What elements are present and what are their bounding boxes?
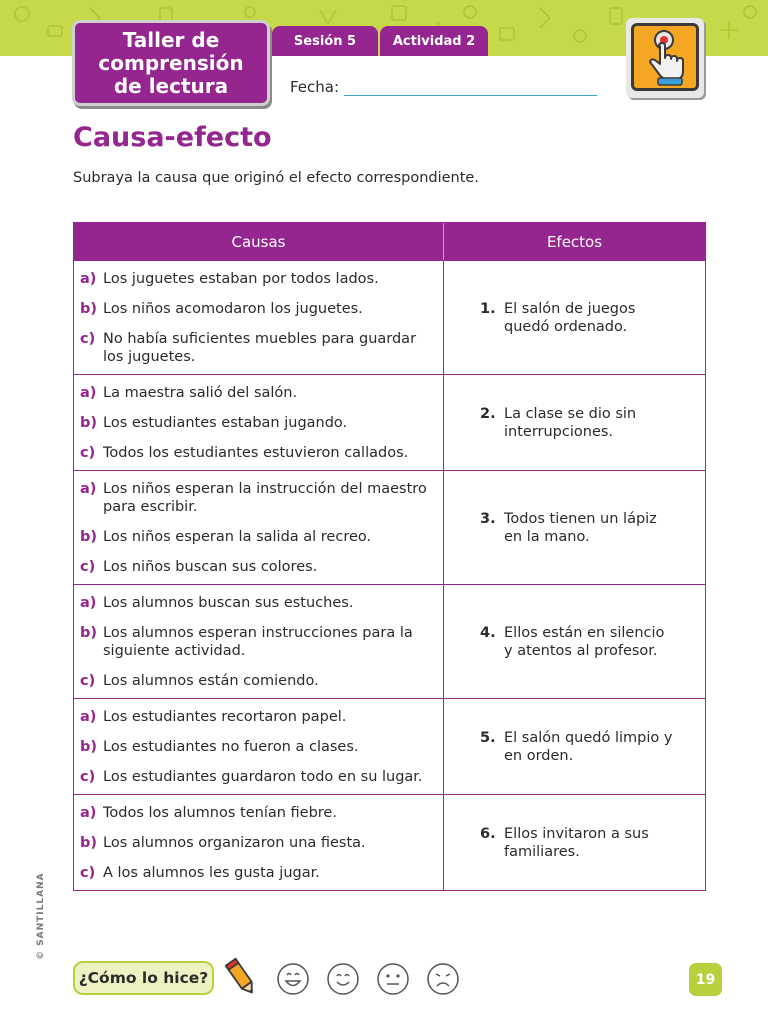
effect-number: 3. [480,510,496,527]
effect-number: 2. [480,405,496,422]
neutral-face-icon[interactable] [376,962,410,996]
cause-option[interactable] [80,444,437,462]
cause-option[interactable] [80,594,437,612]
effect-item [480,729,674,765]
hand-pointer-icon [631,23,699,91]
cause-option[interactable] [80,804,437,822]
cause-option[interactable] [80,672,437,690]
table-row [74,794,705,890]
page-title: Causa-efecto [73,122,272,153]
cause-effect-table [73,222,706,891]
effect-cell [444,795,705,890]
cause-option[interactable] [80,414,437,432]
cause-option[interactable] [80,558,437,576]
cause-option-letter: a) [80,595,97,611]
causes-cell [74,471,444,584]
cause-option-letter: c) [80,331,96,347]
causes-cell [74,795,444,890]
cause-option-text: Los juguetes estaban por todos lados. [103,271,379,287]
cause-option[interactable] [80,738,437,756]
cause-option-letter: b) [80,301,98,317]
effect-item [480,300,674,336]
effect-number: 6. [480,825,496,842]
cause-option-letter: c) [80,559,96,575]
cause-option-letter: a) [80,709,97,725]
cause-option-text: Los estudiantes estaban jugando. [103,415,348,431]
cause-option-text: Los niños acomodaron los juguetes. [103,301,363,317]
cause-option-text: Los alumnos están comiendo. [103,673,319,689]
effect-item [480,405,674,441]
workshop-title-card [72,20,270,106]
date-label: Fecha: [290,78,340,96]
cause-option-letter: b) [80,529,98,545]
cause-option-letter: c) [80,673,96,689]
cause-option-text: Los alumnos buscan sus estuches. [103,595,354,611]
cause-option-text: Los estudiantes guardaron todo en su lugar. [103,769,423,785]
column-header-effects: Efectos [546,232,603,251]
cause-option-letter: a) [80,805,97,821]
effect-text: Ellos están en silencio y atentos al profesor. [504,624,665,659]
cause-option-text: Los niños esperan la instrucción del maestro para escribir. [103,481,427,515]
effect-cell [444,261,705,374]
cause-option-letter: b) [80,415,98,431]
cause-option-letter: b) [80,739,98,755]
pencil-icon [224,957,258,997]
cause-option-letter: b) [80,835,98,851]
cause-option[interactable] [80,624,437,660]
effect-text: El salón de juegos quedó ordenado. [504,300,636,335]
table-header [74,223,705,260]
cause-option-letter: a) [80,385,97,401]
cause-option-text: Todos los alumnos tenían fiebre. [103,805,337,821]
cause-option[interactable] [80,384,437,402]
self-evaluation-button[interactable]: ¿Cómo lo hice? [73,961,214,995]
effect-number: 1. [480,300,496,317]
activity-icon-box [626,18,704,98]
tab-activity: Actividad 2 [380,26,488,56]
cause-option[interactable] [80,708,437,726]
date-input-line[interactable] [344,95,597,96]
copyright-text: © SANTILLANA [36,872,46,960]
cause-option-text: Los alumnos esperan instrucciones para la siguiente actividad. [103,625,413,659]
cause-option-text: Los estudiantes recortaron papel. [103,709,347,725]
cause-option[interactable] [80,330,437,366]
effect-cell [444,699,705,794]
causes-cell [74,375,444,470]
effect-text: La clase se dio sin interrupciones. [504,405,637,440]
column-header-causes: Causas [74,223,444,260]
effect-number: 4. [480,624,496,641]
page-number: 19 [689,963,722,996]
table-row [74,470,705,584]
cause-option-text: Los alumnos organizaron una fiesta. [103,835,366,851]
sad-face-icon[interactable] [426,962,460,996]
cause-option-text: No había suficientes muebles para guardar los juguetes. [103,331,417,365]
cause-option-text: Los niños buscan sus colores. [103,559,318,575]
instruction-text: Subraya la causa que originó el efecto correspondiente. [73,170,479,186]
cause-option-letter: b) [80,625,98,641]
cause-option[interactable] [80,480,437,516]
cause-option[interactable] [80,864,437,882]
effect-number: 5. [480,729,496,746]
table-row [74,584,705,698]
cause-option-letter: a) [80,271,97,287]
cause-option-letter: c) [80,445,96,461]
effect-text: Todos tienen un lápiz en la mano. [504,510,657,545]
effect-item [480,624,674,660]
cause-option-text: Los niños esperan la salida al recreo. [103,529,372,545]
very-happy-face-icon[interactable] [276,962,310,996]
table-row [74,374,705,470]
causes-cell [74,261,444,374]
cause-option-letter: c) [80,769,96,785]
cause-option-letter: c) [80,865,96,881]
cause-option-text: La maestra salió del salón. [103,385,298,401]
cause-option[interactable] [80,300,437,318]
cause-option-text: A los alumnos les gusta jugar. [103,865,320,881]
cause-option[interactable] [80,834,437,852]
happy-face-icon[interactable] [326,962,360,996]
effect-item [480,825,674,861]
cause-option-text: Todos los estudiantes estuvieron callados. [103,445,409,461]
effect-text: El salón quedó limpio y en orden. [504,729,673,764]
cause-option-letter: a) [80,481,97,497]
effect-cell [444,375,705,470]
effect-cell [444,471,705,584]
effect-text: Ellos invitaron a sus familiares. [504,825,649,860]
cause-option[interactable] [80,528,437,546]
workshop-title: Taller de comprensión de lectura [98,27,244,98]
causes-cell [74,699,444,794]
cause-option[interactable] [80,768,437,786]
table-row [74,698,705,794]
cause-option[interactable] [80,270,437,288]
causes-cell [74,585,444,698]
tab-session: Sesión 5 [272,26,378,56]
table-row [74,260,705,374]
effect-cell [444,585,705,698]
effect-item [480,510,674,546]
cause-option-text: Los estudiantes no fueron a clases. [103,739,359,755]
